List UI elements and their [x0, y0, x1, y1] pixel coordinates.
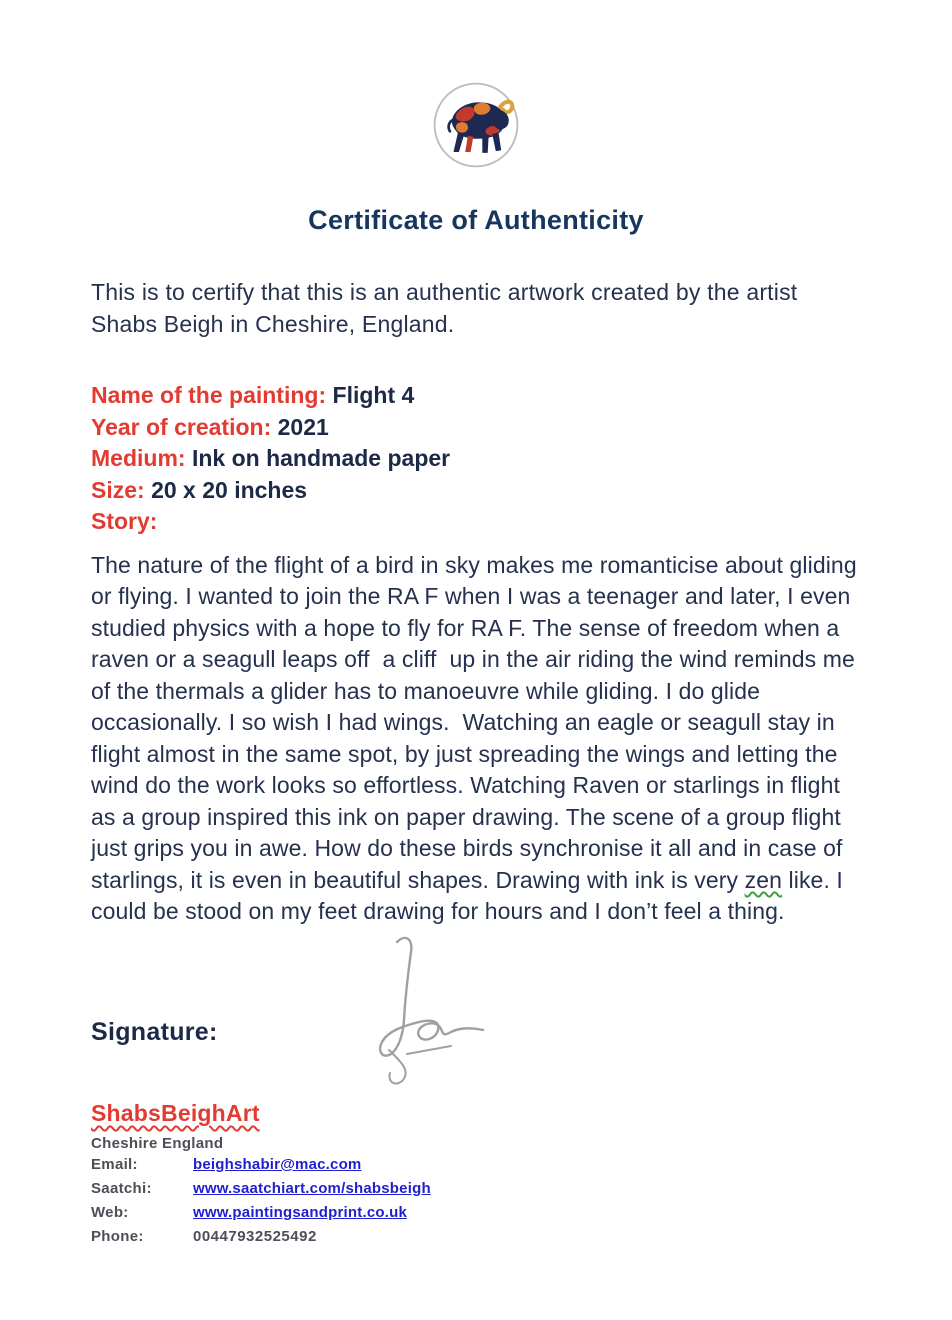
story-paragraph — [91, 550, 866, 928]
brand-location: Cheshire England — [91, 1134, 224, 1152]
detail-label: Name of the painting: — [91, 382, 327, 409]
saatchi-link[interactable]: www.saatchiart.com/shabsbeigh — [193, 1179, 431, 1197]
contact-label: Web: — [91, 1203, 129, 1221]
logo-container — [0, 0, 952, 175]
contact-row-phone — [91, 1228, 864, 1252]
story-text-part1: The nature of the flight of a bird in sky makes me romanticise about gliding or flying. I wanted to join the RA F when I was a teenager and later, I even studied physics with a hope to fly for RA F. The sense of freedom when a raven or a seagull leaps off a cliff up in the air riding the wind reminds me of the thermals a glider has to manoeuvre while gliding. I do glide occasionally. I so wish I had wings. Watching an eagle or seagull stay in flight almost in the same spot, by just spreading the wings and letting the wind do the work looks so effortless. Watching Raven or starlings in flight as a group inspired this ink on paper drawing. The scene of a group flight just grips you in awe. How do these birds synchronise it all and in case of starlings, it is even in beautiful shapes. Drawing with ink is very — [91, 551, 864, 893]
contact-row-saatchi — [91, 1180, 864, 1204]
detail-size — [91, 475, 864, 507]
story-text-part2: like. I could be stood on my feet drawing for hours and I don’t feel a thing. — [91, 866, 850, 925]
bull-logo-icon — [431, 80, 521, 170]
detail-value: 20 x 20 inches — [144, 476, 308, 503]
artwork-details — [91, 380, 864, 538]
detail-name-of-painting — [91, 380, 864, 412]
signature-section — [91, 974, 864, 1100]
intro-paragraph: This is to certify that this is an authentic artwork created by the artist Shabs Beigh in Cheshire, England. — [91, 279, 798, 338]
detail-label: Medium: — [91, 445, 186, 472]
contact-list — [91, 1156, 864, 1252]
detail-value: Flight 4 — [326, 382, 415, 409]
detail-label: Size: — [91, 476, 145, 503]
phone-number: 00447932525492 — [193, 1227, 317, 1245]
certificate-title: Certificate of Authenticity — [308, 205, 644, 235]
signature-label: Signature: — [91, 1017, 218, 1046]
brand-name: ShabsBeighArt — [91, 1099, 260, 1126]
email-link[interactable]: beighshabir@mac.com — [193, 1155, 362, 1173]
handwritten-signature-icon — [319, 932, 499, 1097]
contact-label: Saatchi: — [91, 1179, 152, 1197]
detail-value: Ink on handmade paper — [185, 445, 451, 472]
contact-label: Phone: — [91, 1227, 144, 1245]
footer-contact-block — [91, 1100, 864, 1252]
detail-story-heading — [91, 506, 864, 538]
contact-label: Email: — [91, 1155, 138, 1173]
detail-value: 2021 — [271, 413, 329, 440]
detail-year-of-creation — [91, 412, 864, 444]
detail-medium — [91, 443, 864, 475]
contact-row-web — [91, 1204, 864, 1228]
story-zen-word-spellcheck: zen — [744, 866, 783, 893]
contact-row-email — [91, 1156, 864, 1180]
detail-label: Story: — [91, 508, 158, 535]
website-link[interactable]: www.paintingsandprint.co.uk — [193, 1203, 408, 1221]
detail-label: Year of creation: — [91, 413, 272, 440]
